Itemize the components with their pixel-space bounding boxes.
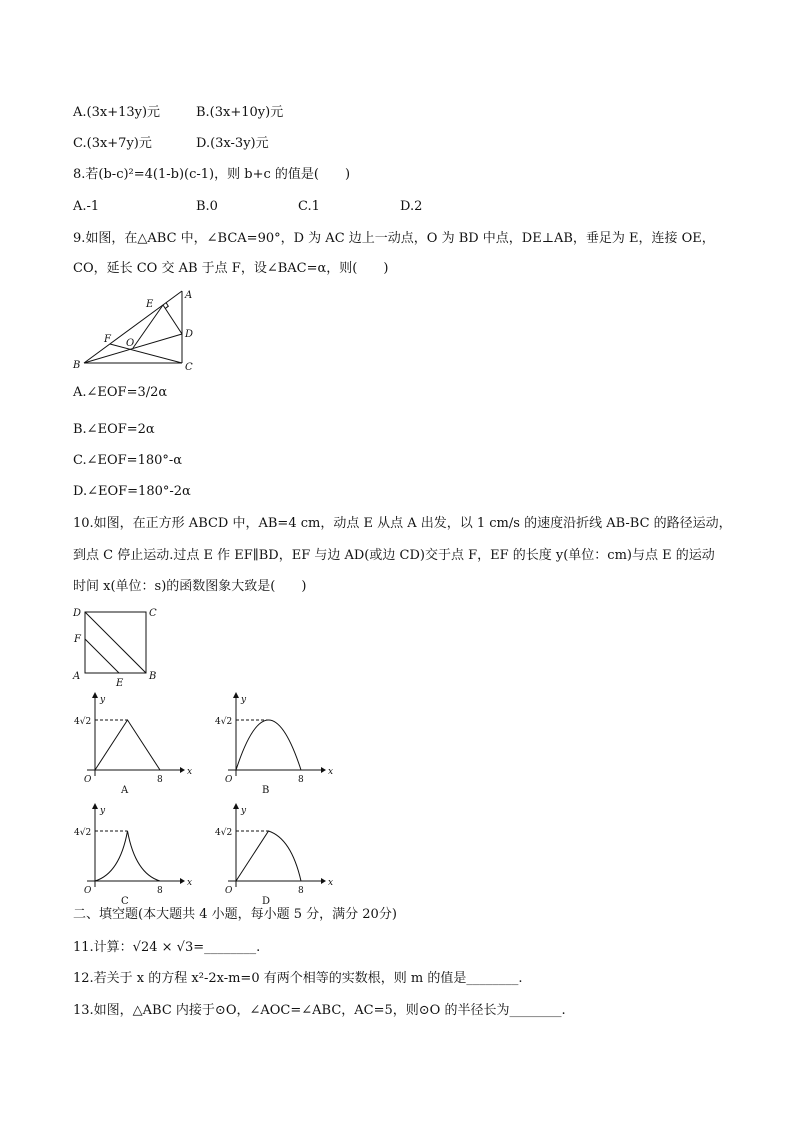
q9-label-e: E bbox=[146, 299, 154, 310]
graph-c-name: C bbox=[121, 896, 129, 907]
graph-b-y-max-label: 4√2 bbox=[215, 717, 233, 727]
graph-c-y-label: y bbox=[100, 806, 106, 816]
graph-d-x-max-label: 8 bbox=[298, 886, 304, 896]
graph-c-x-label: x bbox=[187, 878, 193, 888]
q10-stem-line3: 时间 x(单位：s)的函数图象大致是( ) bbox=[73, 579, 307, 594]
graph-c-x-max-label: 8 bbox=[157, 886, 163, 896]
q7-option-a: A.(3x+13y)元 bbox=[73, 105, 161, 120]
graph-a-y-label: y bbox=[100, 695, 106, 705]
graph-a-x-arrow bbox=[180, 767, 185, 773]
q8-option-b: B.0 bbox=[196, 199, 218, 214]
graph-a-name: A bbox=[121, 785, 129, 796]
graph-d-curve bbox=[236, 831, 301, 881]
q10-label-d: D bbox=[73, 608, 82, 619]
graph-a-y-arrow bbox=[92, 692, 98, 698]
graph-a-x-label: x bbox=[187, 767, 193, 777]
graph-c-origin-label: O bbox=[84, 886, 92, 896]
q10-stem-line1: 10.如图，在正方形 ABCD 中，AB=4 cm，动点 E 从点 A 出发，以 1 cm/s 的速度沿折线 AB-BC 的路径运动， bbox=[73, 516, 732, 531]
q9-option-b: B.∠EOF=2α bbox=[73, 422, 155, 437]
graph-d-x-label: x bbox=[328, 878, 334, 888]
graph-d-origin-label: O bbox=[225, 886, 233, 896]
graph-b-origin-label: O bbox=[225, 775, 233, 785]
section2-title: 二、填空题(本大题共 4 小题，每小题 5 分，满分 20分) bbox=[73, 907, 397, 922]
graph-b-x-arrow bbox=[321, 767, 326, 773]
graph-b-y-arrow bbox=[233, 692, 239, 698]
q10-stem-line2: 到点 C 停止运动.过点 E 作 EF∥BD，EF 与边 AD(或边 CD)交于点 F，EF 的长度 y(单位：cm)与点 E 的运动 bbox=[73, 548, 715, 563]
graph-b-x-max-label: 8 bbox=[298, 775, 304, 785]
graph-b-curve bbox=[236, 720, 301, 770]
q8-stem: 8.若(b-c)²=4(1-b)(c-1)，则 b+c 的值是( ) bbox=[73, 167, 351, 182]
q9-label-o: O bbox=[126, 338, 135, 349]
graph-c-curve bbox=[95, 831, 160, 881]
q10-label-b: B bbox=[149, 671, 157, 682]
q10-label-e: E bbox=[116, 678, 124, 689]
graph-d-y-max-label: 4√2 bbox=[215, 828, 233, 838]
q9-option-a: A.∠EOF=3/2α bbox=[73, 385, 168, 400]
graph-d-y-label: y bbox=[241, 806, 247, 816]
q9-label-c: C bbox=[185, 362, 193, 373]
q7-option-c: C.(3x+7y)元 bbox=[73, 136, 152, 151]
graph-a-x-max-label: 8 bbox=[157, 775, 163, 785]
q10-label-f: F bbox=[74, 634, 81, 645]
q9-label-f: F bbox=[104, 334, 111, 345]
q7-option-d: D.(3x-3y)元 bbox=[196, 136, 269, 151]
graph-c-y-max-label: 4√2 bbox=[74, 828, 92, 838]
q10-label-a: A bbox=[73, 671, 81, 682]
q8-option-c: C.1 bbox=[298, 199, 320, 214]
graph-d-name: D bbox=[262, 896, 271, 907]
q9-stem-line1: 9.如图，在△ABC 中，∠BCA=90°，D 为 AC 边上一动点，O 为 BD 中点，DE⊥AB，垂足为 E，连接 OE， bbox=[73, 231, 715, 246]
q9-stem-line2: CO，延长 CO 交 AB 于点 F，设∠BAC=α，则( ) bbox=[73, 261, 389, 276]
graph-a-curve bbox=[95, 720, 160, 770]
q8-option-a: A.-1 bbox=[73, 199, 100, 214]
graph-c-x-arrow bbox=[180, 878, 185, 884]
graph-a-origin-label: O bbox=[84, 775, 92, 785]
q7-option-b: B.(3x+10y)元 bbox=[196, 105, 284, 120]
graph-a-y-max-label: 4√2 bbox=[74, 717, 92, 727]
q11-text: 11.计算：√24 × √3=________. bbox=[73, 940, 261, 955]
q8-option-d: D.2 bbox=[400, 199, 423, 214]
q9-label-a: A bbox=[185, 290, 193, 301]
graph-b-y-label: y bbox=[241, 695, 247, 705]
graph-d-y-arrow bbox=[233, 803, 239, 809]
q9-option-d: D.∠EOF=180°-2α bbox=[73, 484, 191, 499]
q9-label-d: D bbox=[185, 329, 194, 340]
graph-c-y-arrow bbox=[92, 803, 98, 809]
graph-b-x-label: x bbox=[328, 767, 334, 777]
graph-b-name: B bbox=[262, 785, 270, 796]
q13-text: 13.如图，△ABC 内接于⊙O，∠AOC=∠ABC，AC=5，则⊙O 的半径长为________. bbox=[73, 1003, 566, 1018]
q9-label-b: B bbox=[73, 360, 81, 371]
q9-option-c: C.∠EOF=180°-α bbox=[73, 453, 183, 468]
graph-d-x-arrow bbox=[321, 878, 326, 884]
q10-label-c: C bbox=[149, 608, 157, 619]
q12-text: 12.若关于 x 的方程 x²-2x-m=0 有两个相等的实数根，则 m 的值是________. bbox=[73, 971, 523, 986]
